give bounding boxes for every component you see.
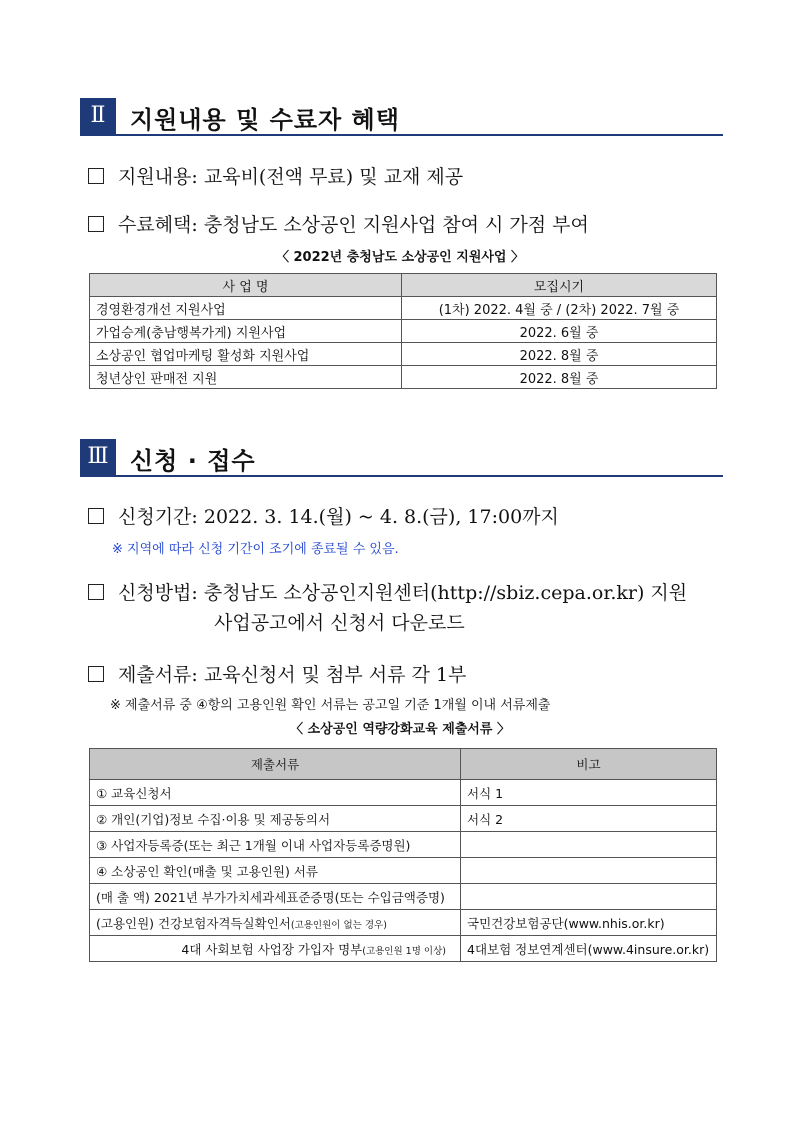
recruit-period: (1차) 2022. 4월 중 / (2차) 2022. 7월 중 xyxy=(402,297,717,320)
section-2-header xyxy=(80,98,723,136)
document-name: ④ 소상공인 확인(매출 및 고용인원) 서류 xyxy=(90,858,461,884)
required-documents-text: 제출서류: 교육신청서 및 첨부 서류 각 1부 xyxy=(118,664,467,686)
recruit-period: 2022. 8월 중 xyxy=(402,366,717,389)
application-method-continuation: 사업공고에서 신청서 다운로드 xyxy=(214,612,465,634)
support-content-text: 지원내용: 교육비(전액 무료) 및 교재 제공 xyxy=(118,166,464,188)
program-name: 가업승계(충남행복가게) 지원사업 xyxy=(90,320,402,343)
application-period-text: 신청기간: 2022. 3. 14.(월) ~ 4. 8.(금), 17:00까지 xyxy=(118,506,559,528)
document-name xyxy=(90,910,461,936)
recruit-period: 2022. 8월 중 xyxy=(402,343,717,366)
document-note: 서식 1 xyxy=(461,780,717,806)
application-period-item xyxy=(88,502,559,529)
document-note xyxy=(461,832,717,858)
document-name: ① 교육신청서 xyxy=(90,780,461,806)
document-name-main: 4대 사회보험 사업장 가입자 명부 xyxy=(181,941,363,957)
table-row xyxy=(90,343,717,366)
table-row xyxy=(90,366,717,389)
checkbox-square-icon xyxy=(88,666,104,682)
employment-doc-note: ※ 제출서류 중 ④항의 고용인원 확인 서류는 공고일 기준 1개월 이내 서류제출 xyxy=(110,698,551,713)
column-header: 비고 xyxy=(461,749,717,780)
program-name: 경영환경개선 지원사업 xyxy=(90,297,402,320)
document-note xyxy=(461,884,717,910)
support-programs-caption: 〈 2022년 충청남도 소상공인 지원사업 〉 xyxy=(275,250,525,265)
required-documents-item xyxy=(88,660,466,687)
table-row xyxy=(90,780,717,806)
checkbox-square-icon xyxy=(88,216,104,232)
section-2-number: Ⅱ xyxy=(80,98,116,134)
required-documents-table xyxy=(89,748,717,962)
document-note: 4대보험 정보연계센터(www.4insure.or.kr) xyxy=(461,936,717,962)
program-name: 소상공인 협업마케팅 활성화 지원사업 xyxy=(90,343,402,366)
required-documents-caption: 〈 소상공인 역량강화교육 제출서류 〉 xyxy=(290,722,510,737)
support-content-item xyxy=(88,162,463,189)
column-header: 제출서류 xyxy=(90,749,461,780)
table-row xyxy=(90,858,717,884)
section-3-header xyxy=(80,439,723,477)
checkbox-square-icon xyxy=(88,584,104,600)
early-close-note: ※ 지역에 따라 신청 기간이 조기에 종료될 수 있음. xyxy=(112,542,399,557)
completion-benefit-item xyxy=(88,210,589,237)
table-row xyxy=(90,806,717,832)
document-name-main: (고용인원) 건강보험자격득실확인서 xyxy=(96,915,291,931)
table-row xyxy=(90,936,717,962)
recruit-period: 2022. 6월 중 xyxy=(402,320,717,343)
table-header-row xyxy=(90,274,717,297)
table-row xyxy=(90,910,717,936)
table-row xyxy=(90,832,717,858)
document-name-condition: (고용인원이 없는 경우) xyxy=(290,919,387,931)
support-programs-table xyxy=(89,273,717,389)
section-2-title: 지원내용 및 수료자 혜택 xyxy=(130,106,400,134)
checkbox-square-icon xyxy=(88,508,104,524)
document-name xyxy=(90,936,461,962)
program-name: 청년상인 판매전 지원 xyxy=(90,366,402,389)
document-note: 국민건강보험공단(www.nhis.or.kr) xyxy=(461,910,717,936)
document-name: (매 출 액) 2021년 부가가치세과세표준증명(또는 수입금액증명) xyxy=(90,884,461,910)
section-3-number: Ⅲ xyxy=(80,439,116,475)
table-row xyxy=(90,884,717,910)
document-name-condition: (고용인원 1명 이상) xyxy=(362,945,446,957)
table-row xyxy=(90,297,717,320)
document-name: ③ 사업자등록증(또는 최근 1개월 이내 사업자등록증명원) xyxy=(90,832,461,858)
application-method-item xyxy=(88,578,687,605)
table-header-row xyxy=(90,749,717,780)
completion-benefit-text: 수료혜택: 충청남도 소상공인 지원사업 참여 시 가점 부여 xyxy=(118,214,589,236)
document-note: 서식 2 xyxy=(461,806,717,832)
document-name: ② 개인(기업)정보 수집·이용 및 제공동의서 xyxy=(90,806,461,832)
section-3-title: 신청 · 접수 xyxy=(130,447,256,475)
table-row xyxy=(90,320,717,343)
application-method-text: 신청방법: 충청남도 소상공인지원센터(http://sbiz.cepa.or.kr) 지원 xyxy=(118,582,688,604)
column-header: 모집시기 xyxy=(402,274,717,297)
checkbox-square-icon xyxy=(88,168,104,184)
column-header: 사 업 명 xyxy=(90,274,402,297)
document-note xyxy=(461,858,717,884)
